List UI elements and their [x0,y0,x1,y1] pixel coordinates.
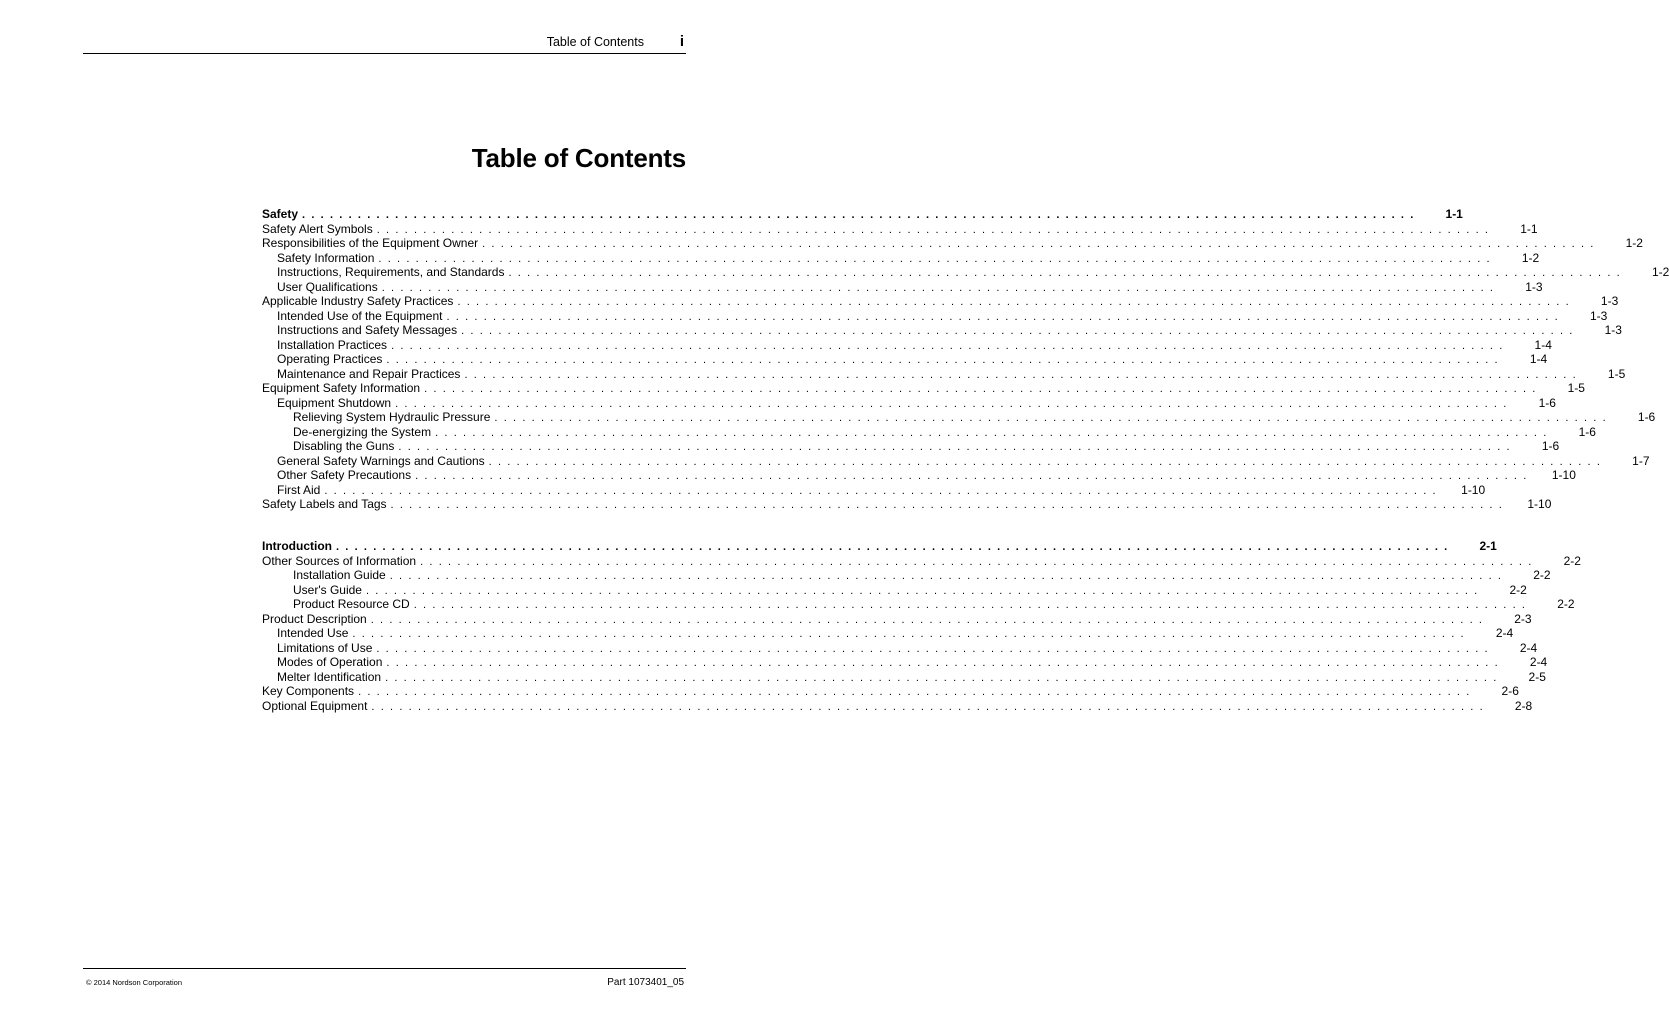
toc-entry-page: 1-10 [1551,468,1576,482]
toc-entry-title: Melter Identification [277,669,382,684]
toc-entry-title: Equipment Safety Information [262,381,421,395]
toc-chapter-entry[interactable] [262,207,1463,222]
page-footer [83,968,686,988]
toc-entry-title: Safety Labels and Tags [262,497,387,511]
toc-entry-title: Intended Use [277,626,349,640]
toc-leader-dots: . . . . . . . . . . . . . . . . . . . . . . . . . . . . . . . . . . . . . . . . . . . . . . . . . . . . . . . . . . . . . . . . . . . . . . . . . . . . . . . . . . . . . . . . . . . . . . . . . . . . . . . . . . . . . . . . . . . . . . . . [461,325,1574,337]
toc-leader-dots: . . . . . . . . . . . . . . . . . . . . . . . . . . . . . . . . . . . . . . . . . . . . . . . . . . . . . . . . . . . . . . . . . . . . . . . . . . . . . . . . . . . . . . . . . . . . . . . . . . . . . . . . . . . . . . . . . . . . . . . . [385,671,1498,684]
toc-entry[interactable] [262,468,1576,483]
toc-leader-dots: . . . . . . . . . . . . . . . . . . . . . . . . . . . . . . . . . . . . . . . . . . . . . . . . . . . . . . . . . . . . . . . . . . . . . . . . . . . . . . . . . . . . . . . . . . . . . . . . . . . . . . . . . . . . . . . . . . . . . . . . [370,613,1484,626]
toc-entry-title: Applicable Industry Safety Practices [262,294,454,308]
toc-leader-dots: . . . . . . . . . . . . . . . . . . . . . . . . . . . . . . . . . . . . . . . . . . . . . . . . . . . . . . . . . . . . . . . . . . . . . . . . . . . . . . . . . . . . . . . . . . . . . . . . . . . . . . . . . . . . . . . . . . . . . . . . [508,267,1622,279]
toc-entry[interactable] [262,453,1650,469]
toc-entry-page: 2-8 [1514,698,1533,713]
toc-entry[interactable] [262,655,1548,670]
toc-entry-page: 1-4 [1534,337,1552,352]
toc-entry[interactable] [262,669,1546,685]
toc-entry-title: Instructions, Requirements, and Standards [277,265,505,279]
toc-entry[interactable] [262,684,1519,699]
toc-entry-page: 1-2 [1521,250,1540,265]
toc-leader-dots: . . . . . . . . . . . . . . . . . . . . . . . . . . . . . . . . . . . . . . . . . . . . . . . . . . . . . . . . . . . . . . . . . . . . . . . . . . . . . . . . . . . . . . . . . . . . . . . . . . . . . . . . . . . . . . . . . . . . . . . . [424,383,1537,395]
footer-part-number: Part 1073401_05 [607,977,684,988]
toc-entry[interactable] [262,236,1643,251]
toc-leader-dots: . . . . . . . . . . . . . . . . . . . . . . . . . . . . . . . . . . . . . . . . . . . . . . . . . . . . . . . . . . . . . . . . . . . . . . . . . . . . . . . . . . . . . . . . . . . . . . . . . . . . . . . . . . . . . . . . . . . . . . . . [302,209,1415,221]
toc-leader-dots: . . . . . . . . . . . . . . . . . . . . . . . . . . . . . . . . . . . . . . . . . . . . . . . . . . . . . . . . . . . . . . . . . . . . . . . . . . . . . . . . . . . . . . . . . . . . . . . . . . . . . . . . . . . . . . . . . . . . . . . . [386,657,1500,669]
toc-entry[interactable] [262,698,1533,714]
toc-entry[interactable] [262,381,1585,396]
toc-entry-page: 1-2 [1625,236,1643,250]
toc-entry[interactable] [262,410,1656,425]
toc-entry-page: 1-5 [1567,381,1585,395]
toc-leader-dots: . . . . . . . . . . . . . . . . . . . . . . . . . . . . . . . . . . . . . . . . . . . . . . . . . . . . . . . . . . . . . . . . . . . . . . . . . . . . . . . . . . . . . . . . . . . . . . . . . . . . . . . . . . . . . . . . . . . . . . . . [395,397,1508,410]
toc-section-safety [262,207,1669,512]
toc-entry-page: 2-1 [1479,539,1497,553]
toc-entry-page: 1-3 [1525,279,1543,294]
toc-entry-page: 1-6 [1637,410,1656,424]
toc-leader-dots: . . . . . . . . . . . . . . . . . . . . . . . . . . . . . . . . . . . . . . . . . . . . . . . . . . . . . . . . . . . . . . . . . . . . . . . . . . . . . . . . . . . . . . . . . . . . . . . . . . . . . . . . . . . . . . . . . . . . . . . . [390,499,1504,511]
toc-entry-title: Responsibilities of the Equipment Owner [262,236,479,250]
toc-leader-dots: . . . . . . . . . . . . . . . . . . . . . . . . . . . . . . . . . . . . . . . . . . . . . . . . . . . . . . . . . . . . . . . . . . . . . . . . . . . . . . . . . . . . . . . . . . . . . . . . . . . . . . . . . . . . . . . . . . . . . . . . [482,238,1595,250]
toc-entry-page: 2-5 [1528,669,1546,684]
toc-entry-page: 1-7 [1632,453,1650,468]
toc-entry-title: Operating Practices [277,352,383,366]
toc-entry-title: Safety Information [277,250,375,265]
toc-entry[interactable] [262,582,1527,598]
toc-entry[interactable] [262,265,1669,280]
toc-leader-dots: . . . . . . . . . . . . . . . . . . . . . . . . . . . . . . . . . . . . . . . . . . . . . . . . . . . . . . . . . . . . . . . . . . . . . . . . . . . . . . . . . . . . . . . . . . . . . . . . . . . . . . . . . . . . . . . . . . . . . . . . [352,628,1466,640]
toc-leader-dots: . . . . . . . . . . . . . . . . . . . . . . . . . . . . . . . . . . . . . . . . . . . . . . . . . . . . . . . . . . . . . . . . . . . . . . . . . . . . . . . . . . . . . . . . . . . . . . . . . . . . . . . . . . . . . . . . . . . . . . . . [488,455,1602,468]
toc-entry[interactable] [262,366,1626,382]
header-page-number: i [679,33,684,50]
toc-entry-page: 1-3 [1604,323,1622,337]
footer-copyright: © 2014 Nordson Corporation [86,978,182,987]
toc-leader-dots: . . . . . . . . . . . . . . . . . . . . . . . . . . . . . . . . . . . . . . . . . . . . . . . . . . . . . . . . . . . . . . . . . . . . . . . . . . . . . . . . . . . . . . . . . . . . . . . . . . . . . . . . . . . . . . . . . . . . . . . . [371,700,1485,713]
toc-entry[interactable] [262,482,1486,498]
header-title: Table of Contents [546,35,644,49]
toc-entry[interactable] [262,352,1548,367]
toc-leader-dots: . . . . . . . . . . . . . . . . . . . . . . . . . . . . . . . . . . . . . . . . . . . . . . . . . . . . . . . . . . . . . . . . . . . . . . . . . . . . . . . . . . . . . . . . . . . . . . . . . . . . . . . . . . . . . . . . . . . . . . . . [324,484,1438,497]
toc-entry[interactable] [262,221,1538,237]
toc-entry-title: Relieving System Hydraulic Pressure [293,410,491,424]
toc-leader-dots: . . . . . . . . . . . . . . . . . . . . . . . . . . . . . . . . . . . . . . . . . . . . . . . . . . . . . . . . . . . . . . . . . . . . . . . . . . . . . . . . . . . . . . . . . . . . . . . . . . . . . . . . . . . . . . . . . . . . . . . . [376,642,1490,655]
toc-entry[interactable] [262,553,1581,569]
toc-entry[interactable] [262,337,1552,353]
toc-entry-page: 1-3 [1600,294,1619,308]
toc-leader-dots: . . . . . . . . . . . . . . . . . . . . . . . . . . . . . . . . . . . . . . . . . . . . . . . . . . . . . . . . . . . . . . . . . . . . . . . . . . . . . . . . . . . . . . . . . . . . . . . . . . . . . . . . . . . . . . . . . . . . . . . . [389,570,1503,582]
toc-entry-title: Product Description [262,611,367,626]
toc-entry-page: 2-2 [1509,582,1527,597]
toc-entry[interactable] [262,279,1543,295]
toc-entry[interactable] [262,597,1575,612]
toc-leader-dots: . . . . . . . . . . . . . . . . . . . . . . . . . . . . . . . . . . . . . . . . . . . . . . . . . . . . . . . . . . . . . . . . . . . . . . . . . . . . . . . . . . . . . . . . . . . . . . . . . . . . . . . . . . . . . . . . . . . . . . . . [435,426,1548,439]
toc-entry-page: 2-4 [1495,626,1514,640]
toc-leader-dots: . . . . . . . . . . . . . . . . . . . . . . . . . . . . . . . . . . . . . . . . . . . . . . . . . . . . . . . . . . . . . . . . . . . . . . . . . . . . . . . . . . . . . . . . . . . . . . . . . . . . . . . . . . . . . . . . . . . . . . . . [381,281,1495,294]
toc-entry-title: User Qualifications [277,279,378,294]
toc-leader-dots: . . . . . . . . . . . . . . . . . . . . . . . . . . . . . . . . . . . . . . . . . . . . . . . . . . . . . . . . . . . . . . . . . . . . . . . . . . . . . . . . . . . . . . . . . . . . . . . . . . . . . . . . . . . . . . . . . . . . . . . . [378,252,1492,265]
toc-entry-title: Modes of Operation [277,655,383,669]
toc-entry-title: Other Sources of Information [262,553,417,568]
toc-entry[interactable] [262,640,1538,656]
toc-leader-dots: . . . . . . . . . . . . . . . . . . . . . . . . . . . . . . . . . . . . . . . . . . . . . . . . . . . . . . . . . . . . . . . . . . . . . . . . . . . . . . . . . . . . . . . . . . . . . . . . . . . . . . . . . . . . . . . . . . . . . . . . [446,310,1560,323]
toc-entry-page: 1-6 [1578,424,1596,439]
toc-entry-title: Disabling the Guns [293,439,395,453]
toc-entry-page: 2-2 [1557,597,1575,611]
toc-leader-dots: . . . . . . . . . . . . . . . . . . . . . . . . . . . . . . . . . . . . . . . . . . . . . . . . . . . . . . . . . . . . . . . . . . . . . . . . . . . . . . . . . . . . . . . . . . . . . . . . . . . . . . . . . . . . . . . . . . . . . . . . [365,584,1479,597]
toc-entry-title: User's Guide [293,582,362,597]
toc-entry-title: Equipment Shutdown [277,395,392,410]
toc-entry[interactable] [262,294,1619,309]
toc-entry[interactable] [262,568,1551,583]
toc-entry[interactable] [262,424,1596,440]
toc-entry-title: Product Resource CD [293,597,410,611]
toc-leader-dots: . . . . . . . . . . . . . . . . . . . . . . . . . . . . . . . . . . . . . . . . . . . . . . . . . . . . . . . . . . . . . . . . . . . . . . . . . . . . . . . . . . . . . . . . . . . . . . . . . . . . . . . . . . . . . . . . . . . . . . . . [335,541,1449,553]
toc-entry-page: 1-3 [1589,308,1608,323]
toc-entry-title: First Aid [277,482,321,497]
toc-leader-dots: . . . . . . . . . . . . . . . . . . . . . . . . . . . . . . . . . . . . . . . . . . . . . . . . . . . . . . . . . . . . . . . . . . . . . . . . . . . . . . . . . . . . . . . . . . . . . . . . . . . . . . . . . . . . . . . . . . . . . . . . [358,686,1471,698]
toc-entry[interactable] [262,439,1560,454]
toc-entry-title: Other Safety Precautions [277,468,412,482]
toc-entry-page: 2-2 [1533,568,1551,582]
toc-leader-dots: . . . . . . . . . . . . . . . . . . . . . . . . . . . . . . . . . . . . . . . . . . . . . . . . . . . . . . . . . . . . . . . . . . . . . . . . . . . . . . . . . . . . . . . . . . . . . . . . . . . . . . . . . . . . . . . . . . . . . . . . [457,296,1571,308]
toc-entry-page: 1-4 [1529,352,1548,366]
page-title: Table of Contents [471,143,686,173]
toc-entry[interactable] [262,395,1556,411]
toc-entry-title: Maintenance and Repair Practices [277,366,461,381]
toc-leader-dots: . . . . . . . . . . . . . . . . . . . . . . . . . . . . . . . . . . . . . . . . . . . . . . . . . . . . . . . . . . . . . . . . . . . . . . . . . . . . . . . . . . . . . . . . . . . . . . . . . . . . . . . . . . . . . . . . . . . . . . . . [391,339,1504,352]
toc-entry-page: 1-10 [1461,482,1486,497]
toc-entry-title: General Safety Warnings and Cautions [277,453,485,468]
toc-entry-title: Installation Practices [277,337,388,352]
toc-entry[interactable] [262,497,1552,512]
toc-entry-page: 1-1 [1445,207,1463,221]
toc-leader-dots: . . . . . . . . . . . . . . . . . . . . . . . . . . . . . . . . . . . . . . . . . . . . . . . . . . . . . . . . . . . . . . . . . . . . . . . . . . . . . . . . . . . . . . . . . . . . . . . . . . . . . . . . . . . . . . . . . . . . . . . . [386,354,1500,366]
toc-entry-page: 1-6 [1538,395,1556,410]
toc-entry[interactable] [262,323,1622,338]
toc-leader-dots: . . . . . . . . . . . . . . . . . . . . . . . . . . . . . . . . . . . . . . . . . . . . . . . . . . . . . . . . . . . . . . . . . . . . . . . . . . . . . . . . . . . . . . . . . . . . . . . . . . . . . . . . . . . . . . . . . . . . . . . . [413,599,1527,611]
toc-entry-page: 1-10 [1527,497,1552,511]
toc-entry-title: Safety Alert Symbols [262,221,373,236]
toc-entry-title: Optional Equipment [262,698,368,713]
toc-entry-page: 1-5 [1607,366,1626,381]
toc-leader-dots: . . . . . . . . . . . . . . . . . . . . . . . . . . . . . . . . . . . . . . . . . . . . . . . . . . . . . . . . . . . . . . . . . . . . . . . . . . . . . . . . . . . . . . . . . . . . . . . . . . . . . . . . . . . . . . . . . . . . . . . . [494,412,1608,424]
toc-entry-page: 2-4 [1529,655,1548,669]
toc-entry[interactable] [262,308,1608,324]
toc-leader-dots: . . . . . . . . . . . . . . . . . . . . . . . . . . . . . . . . . . . . . . . . . . . . . . . . . . . . . . . . . . . . . . . . . . . . . . . . . . . . . . . . . . . . . . . . . . . . . . . . . . . . . . . . . . . . . . . . . . . . . . . . [420,555,1533,568]
toc-entry-title: Installation Guide [293,568,386,582]
toc-section-introduction [262,539,1581,713]
toc-entry-title: Safety [262,207,299,221]
toc-entry-page: 1-2 [1651,265,1669,279]
toc-chapter-entry[interactable] [262,539,1497,554]
toc-entry-title: Instructions and Safety Messages [277,323,458,337]
toc-entry-title: Key Components [262,684,355,698]
toc-leader-dots: . . . . . . . . . . . . . . . . . . . . . . . . . . . . . . . . . . . . . . . . . . . . . . . . . . . . . . . . . . . . . . . . . . . . . . . . . . . . . . . . . . . . . . . . . . . . . . . . . . . . . . . . . . . . . . . . . . . . . . . . [464,368,1578,381]
toc-entry-page: 2-4 [1519,640,1538,655]
toc-entry-page: 2-3 [1514,611,1532,626]
toc-entry-title: De-energizing the System [293,424,432,439]
toc-leader-dots: . . . . . . . . . . . . . . . . . . . . . . . . . . . . . . . . . . . . . . . . . . . . . . . . . . . . . . . . . . . . . . . . . . . . . . . . . . . . . . . . . . . . . . . . . . . . . . . . . . . . . . . . . . . . . . . . . . . . . . . . [398,441,1512,453]
toc-leader-dots: . . . . . . . . . . . . . . . . . . . . . . . . . . . . . . . . . . . . . . . . . . . . . . . . . . . . . . . . . . . . . . . . . . . . . . . . . . . . . . . . . . . . . . . . . . . . . . . . . . . . . . . . . . . . . . . . . . . . . . . . [415,470,1528,482]
toc-entry[interactable] [262,611,1532,627]
toc-entry-page: 1-6 [1541,439,1560,453]
toc-leader-dots: . . . . . . . . . . . . . . . . . . . . . . . . . . . . . . . . . . . . . . . . . . . . . . . . . . . . . . . . . . . . . . . . . . . . . . . . . . . . . . . . . . . . . . . . . . . . . . . . . . . . . . . . . . . . . . . . . . . . . . . . [376,223,1490,236]
toc-entry-page: 2-2 [1563,553,1581,568]
toc-entry[interactable] [262,626,1514,641]
page-header [83,33,686,54]
toc-entry-title: Intended Use of the Equipment [277,308,443,323]
toc-entry-page: 2-6 [1501,684,1519,698]
toc-entry-title: Limitations of Use [277,640,373,655]
toc-entry-page: 1-1 [1520,221,1538,236]
toc-entry-title: Introduction [262,539,332,553]
toc-entry[interactable] [262,250,1540,266]
